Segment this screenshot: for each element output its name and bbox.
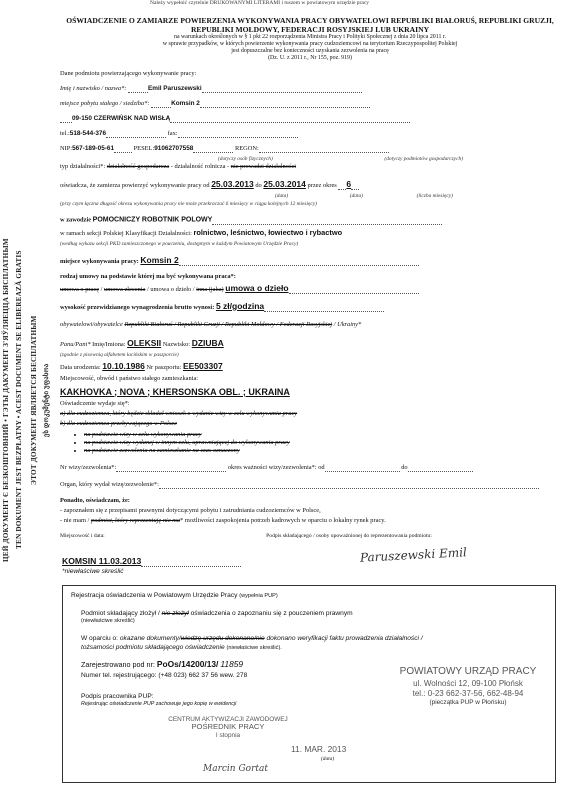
statement-option-b[interactable]: b) dla cudzoziemca przebywającego w Polsce [60,420,177,428]
pup-tel-label: Numer tel. rejestrującego: [81,672,157,680]
dots [289,285,419,294]
top-note: Należy wypełnić czytelnie DRUKOWANYMI LITERAMI i tuszem w powiatowym urzędzie pracy [150,0,370,6]
pup-line-1-b: oświadczenia o zapoznaniu się z pouczeniem prawnym [190,610,353,618]
document-header [60,16,560,63]
employer-address-row [60,114,558,123]
salary-label: wysokość przewidzianego wynagrodzenia brutto wynosi: [60,303,215,311]
residence-value[interactable]: KAKHOVKA ; NOVA ; KHERSONSKA OBL. ; UKRAINA [60,386,290,397]
office-note: (pieczątka PUP w Płońsku) [429,698,507,706]
pkd-label: w ramach sekcji Polskiej Klasyfikacji Działalności: [60,229,192,237]
tel-value[interactable]: 518-544-376 [69,130,107,137]
statement-intro: Oświadczenie wydaje się*: [60,399,130,407]
pup-line-2-strike[interactable]: wiedzę urzędu dokonano/nie [180,635,265,643]
foreigner-surname-value[interactable]: DZIUBA [191,337,224,348]
pup-date-note: (data) [321,756,335,762]
foreigner-dob-row [60,361,558,372]
stamp-line-3: I stopnia [215,732,241,740]
residence-value-row [60,387,558,398]
foreigner-name-row [60,338,558,349]
pup-reg-title [71,592,547,600]
work-place-row [60,255,558,266]
type-option-business[interactable]: działalność gospodarcza [106,163,170,171]
dots [141,558,241,567]
pup-line-2-c: dokonano weryfikacji faktu prowadzenia działalności / [266,635,423,643]
side-text-3: ЭТОТ ДОКУМЕНТ ЯВЛЯЕТСЯ БЕСПЛАТНЫМ [30,315,38,485]
pup-line-1 [81,610,547,618]
contract-option-mandate[interactable]: umowa zlecenia [104,285,146,293]
citizenship-ukraine[interactable]: / Ukrainy* [333,320,362,328]
pup-sig-note: Rejestrując oświadczenie PUP zachowuje jego kopię w ewidencji [81,700,237,707]
dots [170,114,410,123]
employer-seat-value[interactable]: Komsin 2 [171,100,200,107]
employer-tel-row [60,129,558,138]
office-addr-2: tel.: 0-23 662-37-56, 662-48-94 [412,688,524,698]
dots [259,144,389,153]
contract-value[interactable]: umowa o dzieło [225,282,289,293]
side-text-4: ეს დოკუმენტი უფასოა [43,363,50,437]
statement-bullet-1[interactable]: • na podstawie wizy w celu wykonywania pracy [84,431,558,439]
period-months[interactable]: 6 [346,179,352,190]
to-date-note: (data) [349,193,363,200]
office-addr-1: ul. Wolności 12, 09-100 Płońsk [413,678,523,688]
citizenship-prefix: obywatelowi/obywatelce [60,320,123,328]
from-date-note: (data) [275,193,289,200]
statement-bullet-2[interactable]: • na podstawie wizy wydanej w innym celu, uprawniającej do wykonywania pracy [84,439,558,447]
employer-seat-label: miejsce pobytu stałego / siedziba*: [60,100,150,107]
alphabet-note-row [60,351,558,359]
nip-label: NIP: [60,145,73,152]
visa-od: od [318,463,325,471]
notice-line-1-text: - zapoznałem się z przepisami prawnymi dotyczącymi pobytu i zatrudniania cudzoziemców w Polsce, [60,506,321,514]
foreigner-name-value[interactable]: OLEKSII [127,337,162,348]
dots [193,144,233,153]
header-sub-3: jest dopuszczalne bez konieczności uzyskania zezwolenia na pracę [231,48,389,55]
occupation-value[interactable]: POMOCNICZY ROBOTNIK POLOWY [92,216,213,224]
dots [151,99,171,108]
employer-intro-text: Dane podmiotu powierzającego wykonywanie pracy: [60,70,197,77]
notice-title: Ponadto, oświadczam, że: [60,496,130,504]
pup-officer-stamp [158,716,298,739]
contract-option-work[interactable]: umowa o dzieło [150,285,192,293]
period-row [60,179,558,190]
form-body [60,70,558,542]
visa-row [60,463,558,472]
visa-organ-row [60,480,558,489]
dots [325,463,400,472]
pup-reg-no-hand[interactable]: 11859 [220,658,244,669]
tel-label: tel.: [60,130,70,137]
statement-intro-row [60,400,558,408]
type-option-none[interactable]: nie prowadzi działalności [230,163,297,171]
employer-name-value[interactable]: Emil Paruszewski [148,85,202,92]
pup-line-2-a: W oparciu o: [81,635,119,643]
pup-line-1-strike[interactable]: nie złożył [161,610,189,618]
dots [106,129,166,138]
pup-date-stamp: 11. MAR. 2013 [291,744,347,754]
pup-line-3-note: (niewłaściwe skreślić). [226,644,282,651]
notice-line-2 [60,517,558,525]
employer-intro [60,70,558,78]
header-sub-4: (Dz. U. z 2011 r., Nr 155, poz. 919) [268,55,352,62]
pkd-note: (według wykazu sekcji PKD zamieszczonego w pouczeniu, dostępnym w każdym Powiatowym Urzędzie Pracy) [60,240,299,247]
months-note: (liczba miesięcy) [416,193,453,200]
contract-option-other[interactable]: inna (jaka) [196,285,224,293]
signature-sign-label: Podpis składającego / osoby upoważnionej do reprezentowania podmiotu: [266,532,432,539]
signature-place-label: Miejscowość i data: [60,532,105,539]
notice-line-1 [60,507,558,515]
foreigner-title-label: Panu/Pani* [60,340,91,348]
dots [351,181,359,190]
dots [116,463,226,472]
pesel-note: (dotyczy osób fizycznych) [218,156,273,163]
period-months-label: przez okres [307,182,337,190]
residence-label-row [60,375,558,383]
contract-label: rodzaj umowy na podstawie której ma być wykonywana praca*: [60,272,236,280]
period-from[interactable]: 25.03.2013 [211,179,254,190]
citizenship-countries[interactable]: Republiki Białoruś / Republiki Gruzji / Republiki Mołdowy / Federacji Rosyjskiej [124,320,333,328]
employer-seat-row [60,99,558,108]
visa-number-label: Nr wizy/zezwolenia*: [60,463,117,471]
period-text: oświadcza, że zamierza powierzyć wykonywanie pracy od [60,182,210,190]
pup-line-2 [81,635,547,643]
signature-labels-row [60,533,558,540]
passport-label: Nr paszportu: [146,364,182,372]
passport-value[interactable]: EE503307 [182,361,223,372]
dob-label: Data urodzenia: [60,364,101,372]
pup-line-3 [81,644,547,652]
notice-line-2-post: * możliwości zaspokojenia potrzeb kadrowych w oparciu o lokalny rynek pracy. [180,516,386,524]
period-notes-row [60,192,558,200]
residence-label: Miejscowość, obwód i państwo stałego zamieszkania: [60,374,199,382]
notice-title-row [60,497,558,505]
dots [179,257,419,266]
side-text-2: TEN DOKUMENT JEST BEZPŁATNY • ACEST DOCUMENT SE ELIBEREAZĂ GRATIS [15,250,23,550]
office-name: POWIATOWY URZĄD PRACY [399,666,537,677]
dots [202,84,362,93]
limit-note: (przy czym łączna długość okresu wykonywania pracy nie może przekraczać 6 miesięcy w ciągu kolejnych 12 miesięcy) [60,201,317,208]
work-place-value[interactable]: Komsin 2 [140,254,179,265]
type-option-farming[interactable]: działalność rolnicza [174,163,226,171]
pkd-row [60,228,558,238]
pup-registration-box [62,585,556,783]
dots [264,303,384,312]
employer-address-value[interactable]: 09-150 CZERWIŃSK NAD WISŁĄ [72,115,171,122]
ids-notes-row [60,155,558,163]
notice-line-2-strike[interactable]: podmiot, który reprezentuję nie ma [90,516,181,524]
occupation-label: w zawodzie [60,216,92,224]
statement-bullet-3[interactable]: • na podstawie zezwolenia na zamieszkanie na czas oznaczony [84,447,558,455]
pkd-value[interactable]: rolnictwo, leśnictwo, łowiectwo i rybactwo [193,227,343,237]
salary-value[interactable]: 5 zł/godzina [215,300,265,311]
pup-reg-no-label: Zarejestrowano pod nr: [81,659,155,669]
signature-place-value[interactable]: KOMSIN 11.03.2013 [62,556,142,566]
pup-reg-note: (wypełnia PUP) [239,593,278,599]
foreigner-surname-label: Nazwisko: [162,340,191,348]
employer-name-label: Imię i nazwisko / nazwa*: [60,85,127,92]
pup-line-1-note: (niewłaściwe skreślić) [81,618,135,625]
dots [212,216,442,225]
visa-validity-label: okres ważności wizy/zezwolenia*: [227,463,317,471]
document-title: OŚWIADCZENIE O ZAMIARZE POWIERZENIA WYKONYWANIA PRACY OBYWATELOWI REPUBLIKI BIAŁORUŚ, REPUBLIKI GRUZJI, REPUBLIKI MOŁDOWY, FEDERACJI ROSYJSKIEJ LUB UKRAINY [66,16,554,35]
foreigner-name-label: Imię/Imiona: [92,340,126,348]
contract-label-row [60,273,558,281]
pup-line-2-b: okazane dokumenty/ [119,635,181,643]
dob-value[interactable]: 10.10.1986 [102,361,145,372]
dots [60,114,72,123]
contract-options-row: umowa o pracę / umowa zlecenia / umowa o dzieło / inna (jaka) umowa o dzieło [60,283,558,294]
citizenship-row [60,321,558,329]
fax-label: fax: [167,130,178,137]
alphabet-note: (zgodnie z pisownią alfabetem łacińskim w paszporcie) [60,352,179,359]
statement-option-a[interactable]: a) dla cudzoziemca, który będzie składał wniosek o wydanie wizy w celu wykonywania pracy [60,410,298,418]
dots [178,129,298,138]
visa-organ-label: Organ, który wydał wizę/zezwolenie*: [60,480,159,488]
salary-row [60,301,558,312]
regon-label: REGON: [234,145,259,152]
statement-bullets [60,431,558,455]
pup-sig-label: Podpis pracownika PUP: [81,692,154,700]
pup-officer-signature: Marcin Gortat [203,764,268,774]
pup-line-3-text: tożsamości podmiotu składającego oświadczenie [81,643,225,651]
dots [128,84,148,93]
pesel-label: PESEL: [133,145,155,152]
dots [200,99,370,108]
dots [408,463,473,472]
side-text-1: ЦЕЙ ДОКУМЕНТ Є БЕЗКОШТОВНИЙ • ГЭТЫ ДАКУМЕНТ З'ЯЎЛЯЕЦЦА БЯСПЛАТНЫМ [2,238,10,562]
period-to[interactable]: 25.03.2014 [263,179,306,190]
pesel-value[interactable]: 91062707558 [154,145,194,152]
employer-signature: Paruszewski Emil [359,545,468,565]
header-sub-1: na warunkach określonych w § 1 pkt 22 rozporządzenia Ministra Pracy i Polityki Społecznej z dnia 20 lipca 2011 r. [174,34,446,41]
notice-line-2-pre: - nie mam / [60,516,90,524]
pup-tel-value[interactable]: (+48 023) 662 37 56 wew. 278 [158,672,248,680]
limit-note-row [60,200,558,208]
employer-ids-row [60,144,558,153]
contract-option-employment[interactable]: umowa o pracę [60,285,100,293]
regon-note: (dotyczy podmiotów gospodarczych) [384,156,463,163]
signature-footnote: *niewłaściwe skreślić [62,568,124,575]
activity-type-row: typ działalności*: działalność gospodarcza - działalność rolnicza - nie prowadzi działalności [60,163,297,171]
pup-line-1-a: Podmiot składający złożył / [81,610,160,618]
statement-b-row [60,420,558,428]
dots [114,144,132,153]
stamp-line-2: POŚREDNIK PRACY [191,722,265,732]
pkd-note-row [60,240,558,248]
period-to-label: do [255,182,262,190]
pup-reg-text: Rejestracja oświadczenia w Powiatowym Urzędzie Pracy [71,592,238,599]
pup-office-stamp [388,666,548,707]
employer-name-row [60,84,558,93]
dots [159,480,539,489]
signature-place-value-wrap [62,556,241,576]
stamp-line-1: CENTRUM AKTYWIZACJI ZAWODOWEJ [168,716,288,723]
pup-reg-no-value[interactable]: PoOs/14200/13/ [156,658,219,669]
nip-value[interactable]: 567-189-05-61 [72,145,115,152]
visa-do: do [401,463,408,471]
statement-a-row [60,410,558,418]
work-place-label: miejsce wykonywania pracy: [60,257,139,265]
type-label: typ działalności*: [60,163,106,171]
header-sub-2: w sprawie przypadków, w których powierzenie wykonywania pracy cudzoziemcowi na terytorium Rzeczypospolitej Polskiej [162,41,458,48]
occupation-row [60,216,558,225]
